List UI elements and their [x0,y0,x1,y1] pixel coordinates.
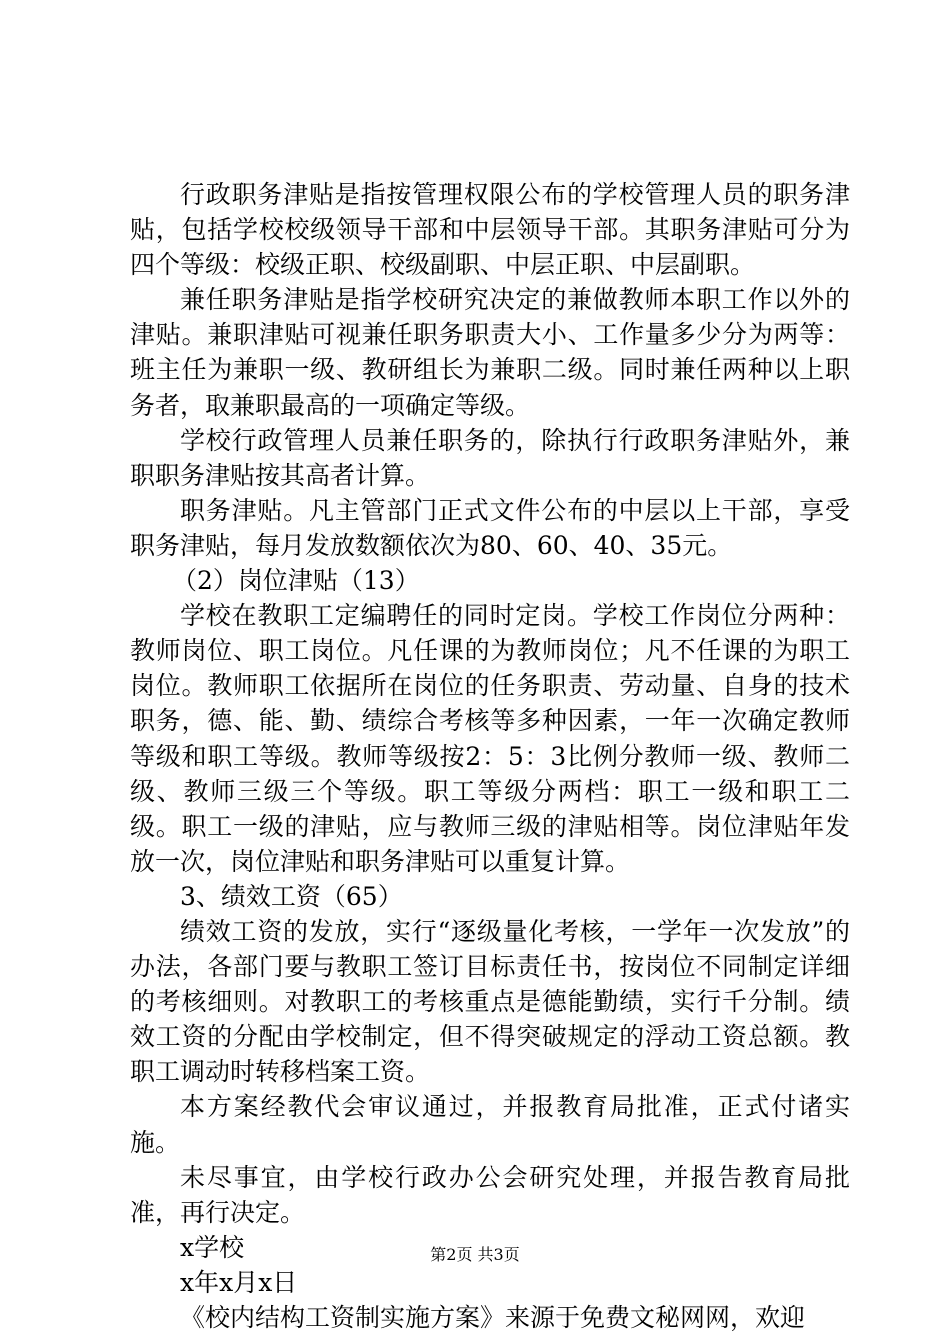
section-heading-performance-pay: 3、绩效工资（65） [180,881,403,911]
paragraph-admin-concurrent-rule: 学校行政管理人员兼任职务的，除执行行政职务津贴外，兼职职务津贴按其高者计算。 [130,425,850,490]
signature-school: x学校 [180,1232,245,1262]
paragraph-admin-allowance: 行政职务津贴是指按管理权限公布的学校管理人员的职务津贴，包括学校校级领导干部和中层领导干部。其职务津贴可分为四个等级：校级正职、校级副职、中层正职、中层副职。 [130,180,850,280]
paragraph-duty-allowance-amounts: 职务津贴。凡主管部门正式文件公布的中层以上干部，享受职务津贴，每月发放数额依次为80、60、40、35元。 [130,495,850,560]
paragraph-performance-pay: 绩效工资的发放，实行“逐级量化考核，一学年一次发放”的办法，各部门要与教职工签订目标责任书，按岗位不同制定详细的考核细则。对教职工的考核重点是德能勤绩，实行千分制。绩效工资的分配由学校制定，但不得突破规定的浮动工资总额。教职工调动时转移档案工资。 [130,916,850,1087]
paragraph-approval: 本方案经教代会审议通过，并报教育局批准，正式付诸实施。 [130,1092,850,1157]
document-body [130,177,850,1335]
paragraph-concurrent-allowance: 兼任职务津贴是指学校研究决定的兼做教师本职工作以外的津贴。兼职津贴可视兼任职务职责大小、工作量多少分为两等：班主任为兼职一级、教研组长为兼职二级。同时兼任两种以上职务者，取兼职最高的一项确定等级。 [130,285,850,420]
paragraph-post-allowance: 学校在教职工定编聘任的同时定岗。学校工作岗位分两种：教师岗位、职工岗位。凡任课的为教师岗位；凡不任课的为职工岗位。教师职工依据所在岗位的任务职责、劳动量、自身的技术职务，德、能、勤、绩综合考核等多种因素，一年一次确定教师等级和职工等级。教师等级按2：5：3比例分教师一级、教师二级、教师三级三个等级。职工等级分两档：职工一级和职工二级。职工一级的津贴，应与教师三级的津贴相等。岗位津贴年发放一次，岗位津贴和职务津贴可以重复计算。 [130,601,850,876]
page-number-footer: 第2页 共3页 [430,1245,520,1264]
section-heading-post-allowance: （2）岗位津贴（13） [172,566,420,596]
paragraph-remaining-matters: 未尽事宜，由学校行政办公会研究处理，并报告教育局批准，再行决定。 [130,1162,850,1227]
signature-date: x年x月x日 [180,1267,298,1297]
paragraph-source-note: 《校内结构工资制实施方案》来源于免费文秘网网，欢迎 [180,1303,806,1332]
